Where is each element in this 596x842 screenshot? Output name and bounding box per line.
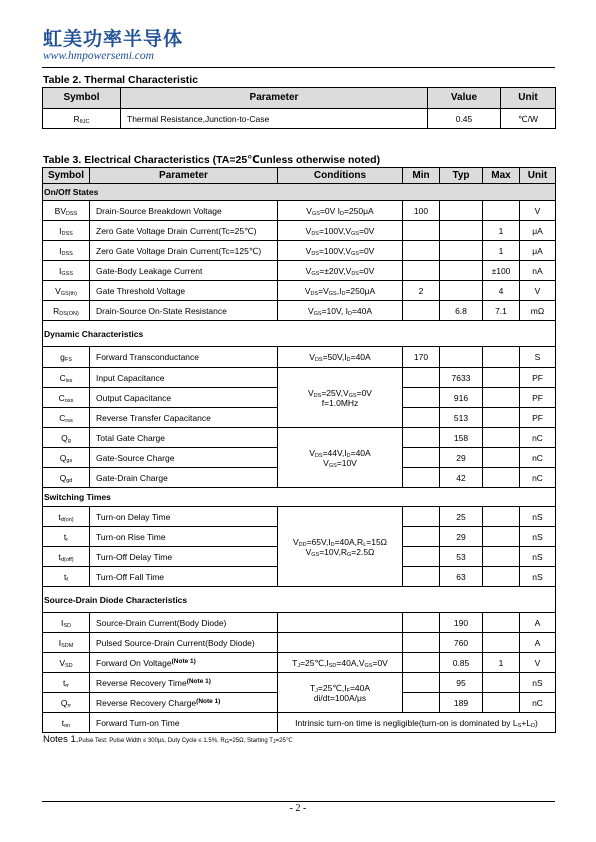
company-website[interactable]: www.hmpowersemi.com [43,50,154,62]
conditions-cell: $V_{DS}=25V,V_{GS}=0V$ f=1.0MHz [278,368,403,428]
parameter-cell: Gate-Body Leakage Current [90,261,278,281]
footer-divider [42,801,555,802]
parameter-cell: Gate Threshold Voltage [90,281,278,301]
min-cell [403,468,440,488]
thermal-table [42,87,556,129]
parameter-cell: Reverse Transfer Capacitance [90,408,278,428]
min-cell: 170 [403,347,440,368]
symbol-cell: $Q_{rr}$ [43,693,90,713]
typ-cell: 95 [440,673,483,693]
parameter-cell: Turn-Off Fall Time [90,567,278,587]
unit-cell: nC [520,448,556,468]
company-logo [43,28,213,63]
table-row [43,109,556,129]
parameter-cell: Forward On Voltage$^{(Note 1)}$ [90,653,278,673]
conditions-cell: $V_{DS}=100V,V_{GS}=0V$ [278,241,403,261]
symbol-cell: $I_{SDM}$ [43,633,90,653]
symbol-cell: $I_{DSS}$ [43,221,90,241]
table-row [43,713,556,733]
parameter-cell: Input Capacitance [90,368,278,388]
typ-cell [440,221,483,241]
section-header: Switching Times [43,488,556,507]
min-cell: 2 [403,281,440,301]
max-cell [483,448,520,468]
header-parameter: Parameter [90,168,278,184]
parameter-cell: Forward Transconductance [90,347,278,368]
typ-cell: 513 [440,408,483,428]
notes [43,734,293,745]
max-cell: 7.1 [483,301,520,321]
table-row [43,241,556,261]
symbol-cell: $Q_{gs}$ [43,448,90,468]
table-row [43,301,556,321]
section-header: Source-Drain Diode Characteristics [43,587,556,613]
typ-cell [440,241,483,261]
unit-cell: PF [520,388,556,408]
max-cell [483,673,520,693]
table-row [43,221,556,241]
company-name-cn: 虹美功率半导体 [43,28,184,50]
conditions-cell: $T_J=25℃,I_{SD}=40A,V_{GS}=0V$ [278,653,403,673]
table-row [43,347,556,368]
min-cell [403,547,440,567]
value-cell: 0.45 [428,109,501,129]
symbol-cell: $t_{rr}$ [43,673,90,693]
unit-cell: V [520,201,556,221]
table-row [43,281,556,301]
typ-cell: 158 [440,428,483,448]
max-cell: 1 [483,241,520,261]
typ-cell [440,347,483,368]
unit-cell: nS [520,567,556,587]
unit-cell: nS [520,527,556,547]
conditions-cell: Intrinsic turn-on time is negligible(turn-on is dominated by $L_S+L_D$) [278,713,556,733]
typ-cell: 190 [440,613,483,633]
symbol-cell: $BV_{DSS}$ [43,201,90,221]
conditions-cell: $V_{GS}=10V$, $I_D=40A$ [278,301,403,321]
parameter-cell: Turn-on Delay Time [90,507,278,527]
max-cell [483,613,520,633]
unit-cell: PF [520,408,556,428]
typ-cell: 760 [440,633,483,653]
table-header-row [43,88,556,109]
unit-cell: S [520,347,556,368]
max-cell [483,567,520,587]
min-cell [403,221,440,241]
typ-cell: 0.85 [440,653,483,673]
table-row [43,261,556,281]
max-cell: 1 [483,653,520,673]
section-header: Dynamic Characteristics [43,321,556,347]
symbol-cell: $t_{d(off)}$ [43,547,90,567]
table-row [43,653,556,673]
table-row [43,368,556,388]
symbol-cell: $t_{d(on)}$ [43,507,90,527]
typ-cell [440,281,483,301]
max-cell [483,633,520,653]
conditions-cell [278,633,403,653]
conditions-cell: $V_{DS}=100V,V_{GS}=0V$ [278,221,403,241]
symbol-cell: $V_{SD}$ [43,653,90,673]
header-parameter: Parameter [121,88,428,109]
min-cell [403,368,440,388]
unit-cell: nS [520,547,556,567]
max-cell [483,388,520,408]
electrical-table [42,167,556,733]
conditions-cell [278,613,403,633]
parameter-cell: Reverse Recovery Charge$^{(Note 1)}$ [90,693,278,713]
unit-cell: nA [520,261,556,281]
table-row [43,673,556,693]
parameter-cell: Zero Gate Voltage Drain Current(Tc=125℃) [90,241,278,261]
max-cell: 4 [483,281,520,301]
unit-cell: nC [520,468,556,488]
table-header-row [43,168,556,184]
symbol-cell: $g_{FS}$ [43,347,90,368]
min-cell [403,301,440,321]
unit-cell: V [520,281,556,301]
parameter-cell: Gate-Drain Charge [90,468,278,488]
parameter-cell: Pulsed Source-Drain Current(Body Diode) [90,633,278,653]
parameter-cell: Drain-Source Breakdown Voltage [90,201,278,221]
parameter-cell: Source-Drain Current(Body Diode) [90,613,278,633]
min-cell [403,693,440,713]
min-cell [403,408,440,428]
symbol-cell: $Q_{gd}$ [43,468,90,488]
parameter-cell: Zero Gate Voltage Drain Current(Tc=25℃) [90,221,278,241]
table-row [43,428,556,448]
parameter-cell: Reverse Recovery Time$^{(Note 1)}$ [90,673,278,693]
header-conditions: Conditions [278,168,403,184]
header-unit: Unit [501,88,556,109]
unit-cell: mΩ [520,301,556,321]
table3-caption: Table 3. Electrical Characteristics (TA=25℃unless otherwise noted) [43,154,381,166]
symbol-cell: $t_f$ [43,567,90,587]
parameter-cell: Turn-Off Delay Time [90,547,278,567]
parameter-cell: Output Capacitance [90,388,278,408]
max-cell [483,507,520,527]
symbol-cell: $R_{\theta JC}$ [43,109,121,129]
min-cell [403,241,440,261]
symbol-cell: $t_{on}$ [43,713,90,733]
max-cell [483,347,520,368]
table-row [43,201,556,221]
conditions-cell: $V_{DD}=65V,I_D=40A,R_L=15\Omega$ $V_{GS}=10V,R_G=2.5\Omega$ [278,507,403,587]
symbol-cell: $C_{rss}$ [43,408,90,428]
min-cell [403,428,440,448]
header-max: Max [483,168,520,184]
min-cell [403,388,440,408]
unit-cell: nS [520,507,556,527]
unit-cell: μA [520,241,556,261]
min-cell [403,633,440,653]
min-cell: 100 [403,201,440,221]
unit-cell: A [520,633,556,653]
conditions-cell: $V_{DS}=50V,I_D=40A$ [278,347,403,368]
symbol-cell: $I_{DSS}$ [43,241,90,261]
header-symbol: Symbol [43,168,90,184]
table-row [43,507,556,527]
max-cell [483,368,520,388]
typ-cell: 189 [440,693,483,713]
symbol-cell: $R_{DS(ON)}$ [43,301,90,321]
symbol-cell: $C_{iss}$ [43,368,90,388]
max-cell [483,547,520,567]
parameter-cell: Drain-Source On-State Resistance [90,301,278,321]
max-cell [483,408,520,428]
unit-cell: ℃/W [501,109,556,129]
typ-cell: 53 [440,547,483,567]
min-cell [403,448,440,468]
symbol-cell: $I_{SD}$ [43,613,90,633]
symbol-cell: $V_{GS(th)}$ [43,281,90,301]
min-cell [403,673,440,693]
typ-cell [440,261,483,281]
min-cell [403,653,440,673]
max-cell [483,527,520,547]
unit-cell: V [520,653,556,673]
symbol-cell: $C_{oss}$ [43,388,90,408]
min-cell [403,507,440,527]
conditions-cell: $T_J=25℃,I_F=40A$ di/dt=100A/μs [278,673,403,713]
symbol-cell: $t_r$ [43,527,90,547]
page-number: - 2 - [289,803,307,814]
conditions-cell: $V_{DS}=V_{GS},I_D=250\mu A$ [278,281,403,301]
header-divider [42,67,555,68]
typ-cell: 29 [440,448,483,468]
unit-cell: nC [520,428,556,448]
symbol-cell: $I_{GSS}$ [43,261,90,281]
max-cell [483,201,520,221]
notes-label: Notes 1. [43,734,79,745]
typ-cell: 6.8 [440,301,483,321]
conditions-cell: $V_{GS}=0V$ $I_D=250\mu A$ [278,201,403,221]
parameter-cell: Forward Turn-on Time [90,713,278,733]
typ-cell: 25 [440,507,483,527]
header-symbol: Symbol [43,88,121,109]
header-unit: Unit [520,168,556,184]
typ-cell: 63 [440,567,483,587]
parameter-cell: Gate-Source Charge [90,448,278,468]
table-row [43,613,556,633]
min-cell [403,261,440,281]
min-cell [403,567,440,587]
header-min: Min [403,168,440,184]
parameter-cell: Thermal Resistance,Junction-to-Case [121,109,428,129]
section-header: On/Off States [43,184,556,201]
parameter-cell: Total Gate Charge [90,428,278,448]
conditions-cell: $V_{GS}=\pm 20V,V_{DS}=0V$ [278,261,403,281]
header-typ: Typ [440,168,483,184]
typ-cell [440,201,483,221]
max-cell [483,693,520,713]
typ-cell: 29 [440,527,483,547]
symbol-cell: $Q_g$ [43,428,90,448]
typ-cell: 7633 [440,368,483,388]
unit-cell: PF [520,368,556,388]
min-cell [403,527,440,547]
table2-caption: Table 2. Thermal Characteristic [43,74,199,86]
typ-cell: 42 [440,468,483,488]
unit-cell: A [520,613,556,633]
unit-cell: nC [520,693,556,713]
unit-cell: nS [520,673,556,693]
conditions-cell: $V_{DS}=44V,I_D=40A$ $V_{GS}=10V$ [278,428,403,488]
max-cell: 1 [483,221,520,241]
max-cell [483,428,520,448]
unit-cell: μA [520,221,556,241]
typ-cell: 916 [440,388,483,408]
notes-text: Pulse Test: Pulse Width ≤ 300μs, Duty Cycle ≤ 1.5%, $R_G=25\Omega$, Starting $T_J=25℃$ [78,738,293,745]
max-cell [483,468,520,488]
max-cell: ±100 [483,261,520,281]
min-cell [403,613,440,633]
header-value: Value [428,88,501,109]
parameter-cell: Turn-on Rise Time [90,527,278,547]
table-row [43,633,556,653]
